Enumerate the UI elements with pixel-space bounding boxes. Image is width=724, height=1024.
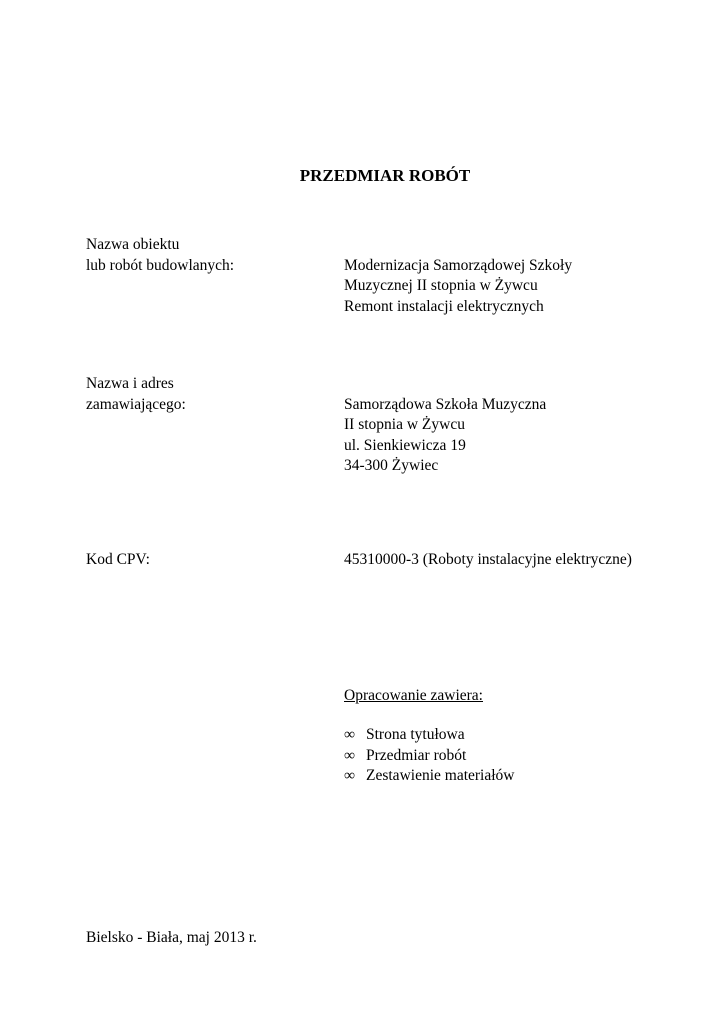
client-value-line3: ul. Sienkiewicza 19 [344, 436, 466, 454]
client-value-line1: Samorządowa Szkoła Muzyczna [344, 395, 547, 413]
object-section [86, 235, 686, 317]
contents-heading: Opracowanie zawiera: [344, 687, 483, 704]
client-value-line2: II stopnia w Żywcu [344, 416, 465, 433]
object-value-line3: Remont instalacji elektrycznych [344, 297, 544, 315]
cpv-label: Kod CPV: [86, 551, 150, 568]
object-value-line2: Muzycznej II stopnia w Żywcu [344, 277, 538, 294]
client-section [86, 374, 686, 477]
infinity-bullet-icon: ∞ [344, 726, 356, 743]
list-item [344, 766, 514, 787]
place-date-footer: Bielsko - Biała, maj 2013 r. [86, 929, 257, 946]
object-label-line1: Nazwa obiektu [86, 236, 180, 253]
cpv-value: 45310000-3 (Roboty instalacyjne elektryczne) [344, 551, 632, 568]
object-label-line2: lub robót budowlanych: [86, 256, 235, 274]
object-value-line1: Modernizacja Samorządowej Szkoły [344, 256, 573, 274]
client-value-line4: 34-300 Żywiec [344, 457, 439, 474]
contents-item-3: Zestawienie materiałów [366, 767, 515, 784]
cpv-section [86, 550, 686, 571]
list-item [344, 746, 466, 767]
client-label-line1: Nazwa i adres [86, 375, 174, 392]
infinity-bullet-icon: ∞ [344, 767, 356, 784]
contents-item-2: Przedmiar robót [366, 746, 467, 764]
list-item [344, 725, 465, 746]
contents-section [86, 686, 686, 707]
contents-item-1: Strona tytułowa [366, 726, 465, 743]
page-title: PRZEDMIAR ROBÓT [299, 166, 471, 185]
contents-list [86, 725, 686, 795]
client-label-line2: zamawiającego: [86, 395, 186, 413]
infinity-bullet-icon: ∞ [344, 746, 356, 764]
